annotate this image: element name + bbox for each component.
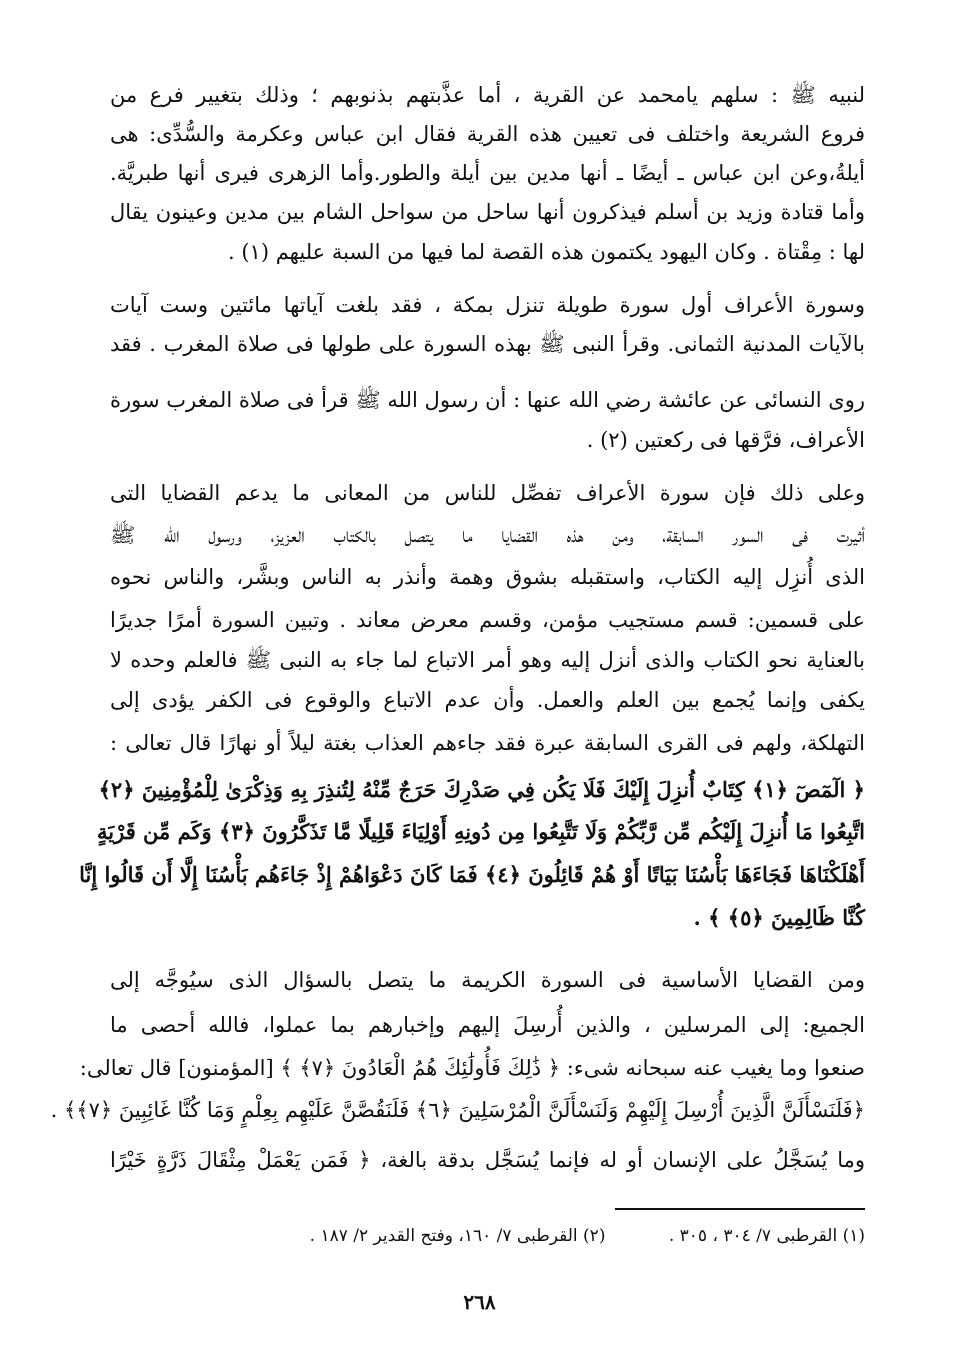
text-line: الذى أُنزِل إليه الكتاب، واستقبله بشوق وهمة وأنذر به الناس وبشَّر، والناس نحوه bbox=[110, 565, 865, 589]
text-line: أثيرت فى السور السابقة، ومن هذه القضايا ما يتصل بالكتاب العزيز، ورسول الله ﷺ bbox=[110, 523, 865, 547]
quran-verse-line: أَهْلَكْنَاهَا فَجَاءَهَا بَأْسُنَا بَيَاتًا أَوْ هُمْ قَائِلُونَ ﴿٤﴾ فَمَا كَانَ دَعْوَاهُمْ إِذْ جَاءَهُم بَأْسُنَا إِلَّا أَن قَالُوا إِنَّا bbox=[79, 862, 865, 887]
text-line: وسورة الأعراف أول سورة طويلة تنزل بمكة ، فقد بلغت آياتها مائتين وست آيات bbox=[110, 293, 865, 317]
text-line: صنعوا وما يغيب عنه سبحانه شىء: ﴿ ذَٰلِكَ فَأُولَٰئِكَ هُمُ الْعَادُونَ ﴿٧﴾ ﴾ [المؤمنون] قال تعالى: bbox=[79, 1056, 865, 1080]
text-line: فروع الشريعة واختلف فى تعيين هذه القرية فقال ابن عباس وعكرمة والسُّدِّى: هى bbox=[110, 122, 865, 146]
text-line: التهلكة، ولهم فى القرى السابقة عبرة فقد جاءهم العذاب بغتة ليلاً أو نهارًا قال تعالى : bbox=[110, 731, 865, 755]
text-line: ﴿فَلَنَسْأَلَنَّ الَّذِينَ أُرْسِلَ إِلَيْهِمْ وَلَنَسْأَلَنَّ الْمُرْسَلِينَ ﴿٦﴾ فَلَنَقُصَّنَّ عَلَيْهِم بِعِلْمٍ وَمَا كُنَّا غَائِبِينَ ﴿٧﴾﴾ . bbox=[50, 1098, 865, 1122]
quran-verse-line: كُنَّا ظَالِمِينَ ﴿٥﴾ ﴾ . bbox=[693, 905, 865, 930]
footnote: (١) القرطبى ٧/ ٣٠٤ ، ٣٠٥ . bbox=[668, 1226, 865, 1246]
text-line: أيلةُ،وعن ابن عباس ـ أيضًا ـ أنها مدين بين أيلة والطور.وأما الزهرى فيرى أنها طبريَّة. bbox=[110, 161, 866, 185]
text-line: لها : مِقْتاة . وكان اليهود يكتمون هذه القصة لما فيها من السبة عليهم (١) . bbox=[228, 240, 865, 264]
text-line: لنبيه ﷺ : سلهم يامحمد عن القرية ، أما عذَّبتهم بذنوبهم ؛ وذلك بتغيير فرع من bbox=[110, 83, 865, 107]
text-line: وعلى ذلك فإن سورة الأعراف تفصِّل للناس من المعانى ما يدعم القضايا التى bbox=[110, 481, 865, 505]
text-line: على قسمين: قسم مستجيب مؤمن، وقسم معرض معاند . وتبين السورة أمرًا جديرًا bbox=[110, 608, 865, 632]
quran-verse-line: ﴿ الٓمٓصٓ ﴿١﴾ كِتَابٌ أُنزِلَ إِلَيْكَ فَلَا يَكُن فِي صَدْرِكَ حَرَجٌ مِّنْهُ لِتُنذِرَ بِهِ وَذِكْرَىٰ لِلْمُؤْمِنِينَ ﴿٢﴾ bbox=[98, 777, 865, 802]
text-line: بالعناية نحو الكتاب والذى أنزل إليه وهو أمر الاتباع لما جاء به النبى ﷺ فالعلم وحده لا bbox=[110, 648, 865, 672]
footnote: (٢) القرطبى ٧/ ١٦٠، وفتح القدير ٢/ ١٨٧ . bbox=[309, 1226, 606, 1246]
text-line: الجميع: إلى المرسلين ، والذين أُرسِلَ إليهم وإخبارهم بما عملوا، فالله أحصى ما bbox=[110, 1013, 865, 1037]
text-line: بالآيات المدنية الثمانى. وقرأ النبى ﷺ بهذه السورة على طولها فى صلاة المغرب . فقد bbox=[110, 332, 865, 356]
text-line: يكفى وإنما يُجمع بين العلم والعمل. وأن عدم الاتباع والوقوع فى الكفر يؤدى إلى bbox=[110, 688, 865, 712]
text-line: وأما قتادة وزيد بن أسلم فيذكرون أنها ساحل من سواحل الشام بين مدين وعينون يقال bbox=[110, 200, 865, 224]
text-line: روى النسائى عن عائشة رضي الله عنها : أن رسول الله ﷺ قرأ فى صلاة المغرب سورة bbox=[110, 388, 865, 412]
text-line: وما يُسَجَّلُ على الإنسان أو له فإنما يُسَجَّل بدقة بالغة، ﴿ فَمَن يَعْمَلْ مِثْقَالَ ذَرَّةٍ خَيْرًا bbox=[110, 1148, 865, 1172]
footnote-divider bbox=[615, 1208, 865, 1210]
page-number: ٢٦٨ bbox=[463, 1290, 496, 1314]
text-line: الأعراف، فرَّقها فى ركعتين (٢) . bbox=[586, 428, 865, 452]
text-line: ومن القضايا الأساسية فى السورة الكريمة ما يتصل بالسؤال الذى سيُوجَّه إلى bbox=[110, 968, 865, 992]
footnotes bbox=[260, 1222, 865, 1250]
quran-verse-line: اتَّبِعُوا مَا أُنزِلَ إِلَيْكُم مِّن رَّبِّكُمْ وَلَا تَتَّبِعُوا مِن دُونِهِ أَوْلِيَاءَ قَلِيلًا مَّا تَذَكَّرُونَ ﴿٣﴾ وَكَم مِّن قَرْيَةٍ bbox=[97, 819, 865, 844]
